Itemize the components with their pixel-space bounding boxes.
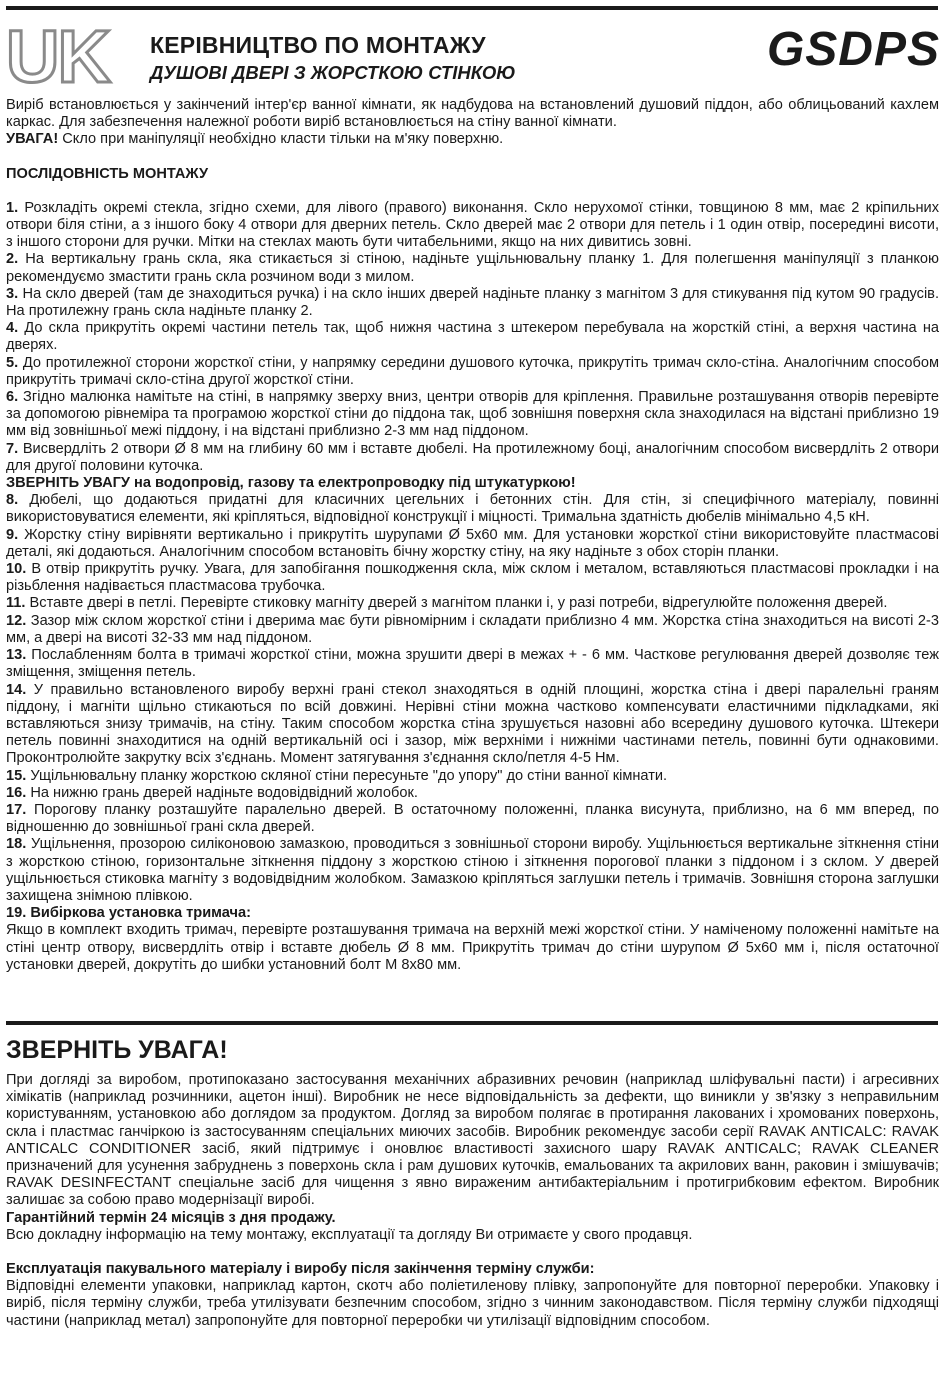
- step-text: На нижню грань дверей надіньте водовідвідний жолобок.: [26, 784, 418, 801]
- step-text: Зазор між склом жорсткої стіни і дверима має бути рівномірним і складати приблизно 4 мм. Жорстка стіна знаходиться на висоті 2-3 мм, а двері на висоті 32-33 мм над піддоном.: [6, 612, 939, 646]
- step-bold-note: Вибіркова установка тримача:: [26, 905, 251, 922]
- warning-text: Скло при маніпуляції необхідно класти тільки на м'яку поверхню.: [58, 131, 504, 148]
- intro-paragraph: [6, 97, 939, 149]
- step-text: Згідно малюнка намітьте на стіні, в напрямку зверху вниз, центри отворів для кріплення. Правильне розташування отворів перевірте за допомогою рівнеміра та програмою жорсткої стіни до піддона так, щоб зовнішня поверхня скла знаходилася на відстані приблизно 19 мм від зовнішньої межі піддону, і на відстані приблизно 2-3 мм над піддоном.: [6, 389, 939, 440]
- disposal-heading: Експлуатація пакувального матеріалу і виробу після закінчення терміну служби:: [6, 1261, 595, 1278]
- step-text-continued: Якщо в комплект входить тримач, перевірте розташування тримача на верхній межі жорсткої стіни. У наміченому положенні намітьте на стіні центр отвору, висвердліть отвір і вставте дюбель Ø 8 мм. Прикрутіть тримач до стіни шурупом Ø 5х60 мм і, після остаточної установки дверей, докрутіть до шибки установний болт М 8х80 мм.: [6, 922, 939, 973]
- steps-list: [6, 200, 939, 974]
- care-paragraph: При догляді за виробом, протипоказано застосування механічних абразивних речовин (наприклад шліфувальні пасти) і агресивних хімікатів (наприклад розчинники, ацетон інші). Виробник не несе відповідальність за дефекти, що виникли у зв'язку з неправильним користуванням, установкою або доглядом за продуктом. Догляд за виробом полягає в протирання лакованих і хромованих поверхонь, скла і пластмас ганчіркою із застосуванням спеціальних миючих засобів. Виробник рекомендує засоби серії RAVAK ANTICALC: RAVAK ANTICALC CONDITIONER засіб, який підтримує і оновлює властивості захисного шару RAVAK ANTICALC; RAVAK CLEANER призначений для усунення забруднень з поверхонь скла і рам душових куточків, емальованих та акрилових ванн, раковин і змішувачів; RAVAK DESINFECTANT спеціальне засіб для чищення з явно вираженим антибактеріальним і протигрибковим ефектом. Виробник залишає за собою право модернізації виробі.: [6, 1072, 939, 1209]
- step-item: [6, 768, 939, 785]
- step-text: В отвір прикрутіть ручку. Увага, для запобігання пошкодження скла, між склом і металом, вставляються пластмасові прокладки і на різьблення надівається пластмасова трубочка.: [6, 561, 939, 595]
- step-text: Послабленням болта в тримачі жорсткої стіни, можна зрушити двері в межах + - 6 мм. Часткове регулювання дверей дозволяє теж зміщення, зміщення петель.: [6, 647, 939, 681]
- sequence-heading: ПОСЛІДОВНІСТЬ МОНТАЖУ: [6, 165, 209, 182]
- step-text: Вставте двері в петлі. Перевірте стиковку магніту дверей з магнітом планки і, у разі потреби, відрегулюйте положення дверей.: [25, 595, 888, 612]
- step-item: [6, 389, 939, 441]
- step-item: [6, 286, 939, 320]
- step-bold-note: ЗВЕРНІТЬ УВАГУ на водопровід, газову та електропроводку під штукатуркою!: [6, 475, 576, 492]
- care-section: [6, 1072, 939, 1330]
- warning-label: УВАГА!: [6, 131, 59, 148]
- info-text: Всю докладну інформацію на тему монтажу, експлуатації та догляду Ви отримаєте у свого продавця.: [6, 1226, 693, 1243]
- step-number: 12.: [6, 612, 27, 629]
- step-text: Дюбелі, що додаються придатні для класичних цегельних і бетонних стін. Для стін, зі специфічного матеріалу, повинні використовуватися елементи, які кріпляться, відповідної конструкції і міцності. Тримальна здатність дюбелів мінімально 4,5 кН.: [6, 492, 939, 526]
- language-code-logo: [6, 22, 136, 90]
- step-item: [6, 647, 939, 681]
- step-item: [6, 527, 939, 561]
- page-title: КЕРІВНИЦТВО ПО МОНТАЖУ: [150, 32, 486, 58]
- step-number: 3.: [6, 285, 19, 302]
- step-number: 16.: [6, 784, 27, 801]
- step-text: До протилежної сторони жорсткої стіни, у напрямку середини душового куточка, прикрутіть тримач скло-стіна. Аналогічним способом прикрутіть тримачі скло-стіна другої жорсткої стіни.: [6, 354, 939, 388]
- step-number: 15.: [6, 767, 27, 784]
- step-item: [6, 595, 939, 612]
- step-item: [6, 441, 939, 475]
- step-text: До скла прикрутіть окремі частини петель так, щоб нижня частина з штекером перебувала на жорсткій стіні, а верхня частина на дверях.: [6, 320, 939, 354]
- attention-heading: ЗВЕРНІТЬ УВАГА!: [6, 1036, 228, 1064]
- step-text: У правильно встановленого виробу верхні грані стекол знаходяться в одній площині, жорстка стіна і двері паралельні граням піддону, і магніти щільно стикаються по всій довжині. Нерівні стіни можна частково компенсувати еластичними підкладками, які вставляються знизу тримачів, на стіну. Таким способом жорстка стіна зрушується назовні або всередину душового куточка. Штекери петель повинні знаходитися на одній вертикальній осі і зазор, між верхніми і нижніми частинами петель, повинні бути однаковими. Проконтролюйте закрутку всіх з'єднань. Момент затягування з'єднання скло/петля 4-5 Нм.: [6, 681, 939, 767]
- step-text: Ущільнювальну планку жорсткою скляної стіни пересуньте "до упору" до стіни ванної кімнати.: [26, 767, 668, 784]
- step-item: [6, 475, 939, 492]
- instructions-body: [6, 97, 939, 974]
- step-number: 9.: [6, 526, 19, 543]
- step-text: Висвердліть 2 отвори Ø 8 мм на глибину 60 мм і вставте дюбелі. На протилежному боці, аналогічним способом висвердліть 2 отвори для другої половини куточка.: [6, 440, 939, 474]
- step-item: [6, 200, 939, 252]
- step-item: [6, 492, 939, 526]
- step-item: [6, 682, 939, 768]
- step-number: 18.: [6, 836, 27, 853]
- disposal-text: Відповідні елементи упаковки, наприклад картон, скотч або поліетиленову плівку, запропонуйте для повторної переробки. Упаковку і виріб, після терміну служби, треба утилізувати безпечним способом, згідно з чинним законодавством. Після терміну служби підходящі частини (наприклад метал) запропонуйте для повторної переробки чи утилізації відповідним способом.: [6, 1278, 939, 1329]
- step-number: 13.: [6, 647, 27, 664]
- language-code-text: UK: [6, 22, 109, 90]
- step-number: 10.: [6, 561, 27, 578]
- step-text: Розкладіть окремі стекла, згідно схеми, для лівого (правого) виконання. Скло нерухомої стінки, товщиною 8 мм, має 2 кріпильних отвори біля стіни, а з іншого боку 4 отвори для дверних петель. Скло дверей має 2 отвори для петель і 1 один отвір, посередині висоти, з іншого сторони для ручки. Мітки на стеклах мають бути читабельними, якщо на них дивитись зовні.: [6, 199, 939, 251]
- step-text: Порогову планку розташуйте паралельно дверей. В остаточному положенні, планка висунута, приблизно, на 6 мм вперед, по відношенню до зовнішньої грані скла дверей.: [6, 801, 939, 836]
- step-item: [6, 802, 939, 836]
- step-text: На скло дверей (там де знаходиться ручка) і на скло інших дверей надіньте планку з магнітом 3 для стикування під кутом 90 градусів. На протилежну грань скла надіньте планку 2.: [6, 285, 939, 320]
- warranty-text: Гарантійний термін 24 місяців з дня продажу.: [6, 1209, 336, 1226]
- step-text: Жорстку стіну вирівняти вертикально і прикрутіть шурупами Ø 5х60 мм. Для установки жорсткої стіни використовуйте пластмасові деталі, які додаються. Аналогічним способом встановіть бічну жорстку стіну, на яку надіньте з обох сторін планки.: [6, 526, 939, 560]
- step-number: 6.: [6, 389, 19, 406]
- step-text: Ущільнення, прозорою силіконовою замазкою, проводиться з зовнішньої сторони виробу. Ущільнюється вертикальне зіткнення стіни з жорсткою стіною, горизонтальне зіткнення піддону з жорсткою стіною і зіткнення порогової планки з піддоном і з склом. У дверей ущільнюється стиковка магніту з водовідвідним жолобком. Замазкою кріпляться заглушки петель і тримачів. Зовнішня сторона заглушки захищена знімною плівкою.: [6, 836, 939, 904]
- step-item: [6, 785, 939, 802]
- intro-text: Виріб встановлюється у закінчений інтер'єр ванної кімнати, як надбудова на встановлений душовий піддон, або облицьований кахлем каркас. Для забезпечення належної роботи виріб встановлюється на стіну ванної кімнати.: [6, 97, 939, 131]
- step-number: 11.: [6, 595, 26, 612]
- step-number: 1.: [6, 199, 19, 216]
- page-subtitle: ДУШОВІ ДВЕРІ З ЖОРСТКОЮ СТІНКОЮ: [150, 62, 516, 83]
- step-number: 8.: [6, 492, 19, 509]
- step-item: [6, 251, 939, 285]
- step-item: [6, 613, 939, 647]
- step-item: [6, 355, 939, 389]
- step-number: 5.: [6, 354, 19, 371]
- top-divider: [6, 6, 938, 10]
- step-item: [6, 905, 939, 974]
- step-item: [6, 320, 939, 354]
- step-item: [6, 836, 939, 905]
- step-number: 17.: [6, 801, 27, 818]
- step-number: 2.: [6, 251, 19, 268]
- model-code: GSDPS: [766, 23, 940, 76]
- step-number: 14.: [6, 681, 27, 698]
- step-item: [6, 561, 939, 595]
- step-text: На вертикальну грань скла, яка стикається зі стіною, надіньте ущільнювальну планку 1. Для полегшення маніпуляції з планкою рекомендуємо змастити грань скла розчином води з милом.: [6, 251, 939, 285]
- section-divider: [6, 1021, 938, 1025]
- step-number: 19.: [6, 905, 27, 922]
- step-number: 7.: [6, 440, 19, 457]
- step-number: 4.: [6, 320, 19, 337]
